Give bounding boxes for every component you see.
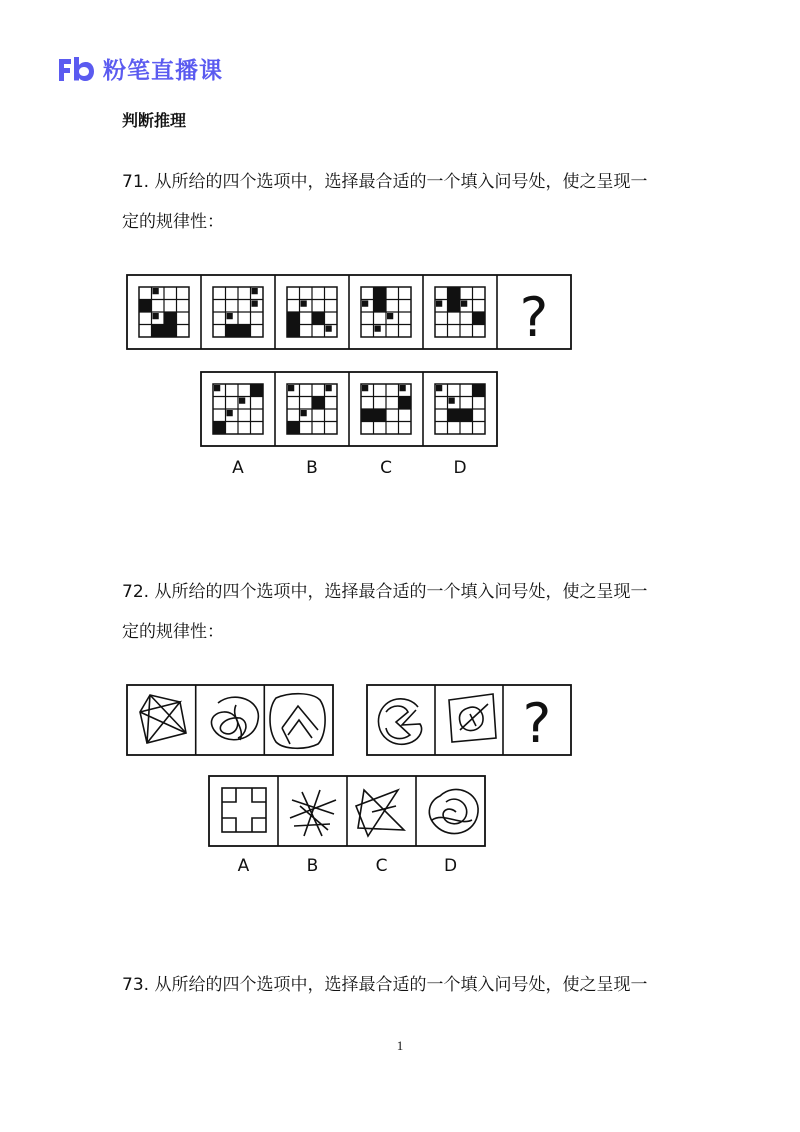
q71-figure [127,275,571,478]
black-dot [252,288,258,294]
black-cell [399,397,412,410]
question-text-line: 71. 从所给的四个选项中，选择最合适的一个填入问号处，使之呈现一 [122,172,648,192]
q72-stem-figure-1 [140,695,186,743]
q72-option-b-figure [290,790,336,836]
question-text-line: 73. 从所给的四个选项中，选择最合适的一个填入问号处，使之呈现一 [122,975,648,995]
black-dot [436,385,442,391]
black-cell [448,300,461,313]
black-cell [152,325,165,338]
black-dot [461,301,467,307]
q71-option-a-label: A [232,458,244,478]
black-cell [460,409,473,422]
black-dot [227,313,233,319]
black-dot [301,301,307,307]
black-dot [400,385,406,391]
question-text-line: 定的规律性： [122,212,224,232]
q72-option-d-figure [429,789,478,833]
black-cell [226,325,239,338]
black-cell [374,300,387,313]
black-cell [238,325,251,338]
q71-option-b-label: B [306,458,318,478]
black-dot [326,385,332,391]
black-dot [301,410,307,416]
question-text-line: 定的规律性： [122,622,224,642]
q72-question-mark: ? [522,692,552,755]
black-dot [252,301,258,307]
q72-option-c-figure [356,790,404,836]
black-dot [436,301,442,307]
black-cell [473,312,486,325]
black-dot [239,398,245,404]
page-number: 1 [396,1038,404,1053]
q72-option-b-label: B [306,856,319,876]
black-cell [361,409,374,422]
black-dot [387,313,393,319]
black-cell [287,325,300,338]
q72-stem-figure-5 [449,694,496,742]
question-text-line: 72. 从所给的四个选项中，选择最合适的一个填入问号处，使之呈现一 [122,582,648,602]
black-dot [153,288,159,294]
black-cell [213,422,226,435]
black-cell [473,384,486,397]
black-cell [312,397,325,410]
black-dot [326,326,332,332]
black-cell [448,409,461,422]
black-dot [375,326,381,332]
black-cell [139,300,152,313]
black-cell [164,325,177,338]
black-cell [312,312,325,325]
black-dot [214,385,220,391]
black-dot [449,398,455,404]
black-cell [164,312,177,325]
black-cell [251,384,264,397]
brand-name: 粉笔直播课 [103,58,223,84]
black-dot [288,385,294,391]
q72-stem-figure-3 [270,694,325,749]
black-dot [362,301,368,307]
q72-option-c-label: C [375,856,388,876]
section-title: 判断推理 [122,111,187,130]
q72-stem-figure-2 [211,697,258,740]
q72-option-d-label: D [443,856,458,876]
black-dot [227,410,233,416]
black-cell [448,287,461,300]
q71-option-c-label: C [380,458,392,478]
q72-figure [127,685,571,846]
q72-option-a-figure [222,788,266,832]
black-cell [287,422,300,435]
q71-question-mark: ? [519,286,549,349]
black-dot [153,313,159,319]
q72-option-a-label: A [237,856,250,876]
q71-option-d-label: D [453,458,467,478]
black-cell [374,287,387,300]
black-cell [287,312,300,325]
q72-stem-figure-4 [378,699,421,745]
black-cell [374,409,387,422]
black-dot [362,385,368,391]
